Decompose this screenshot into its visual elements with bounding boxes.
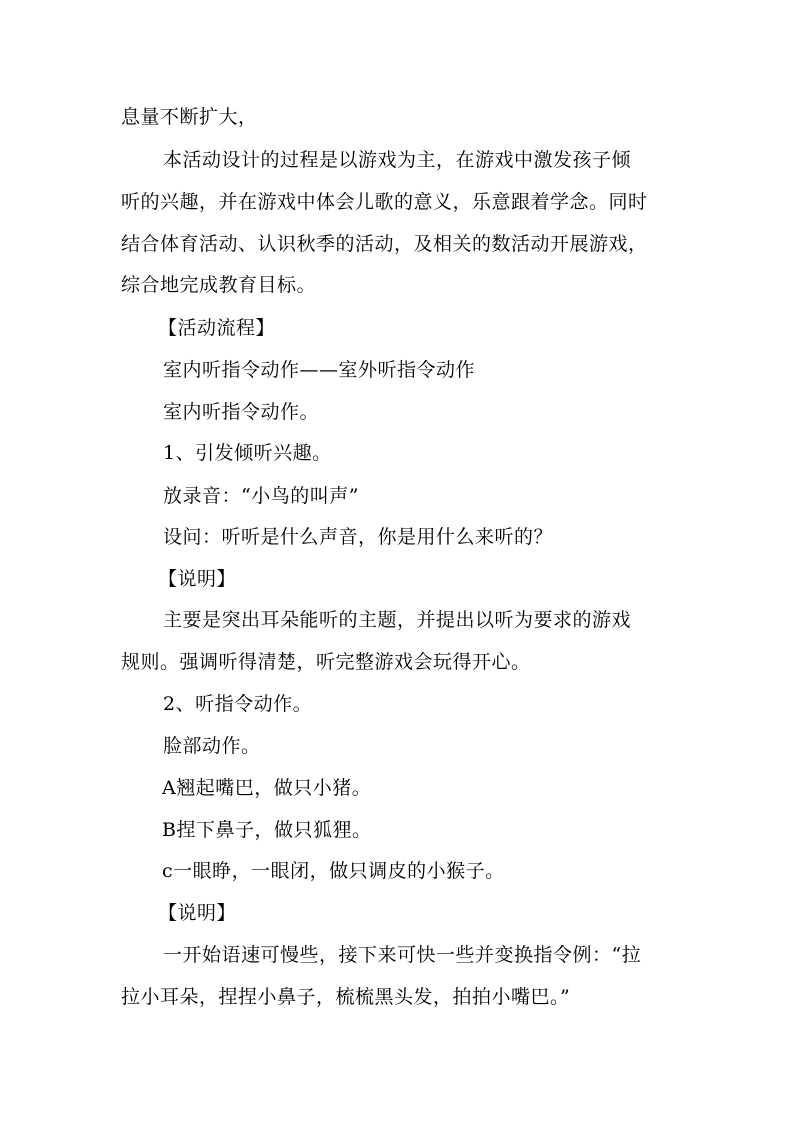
list-item: B捏下鼻子，做只狐狸。 [162,819,372,841]
paragraph-line: 主要是突出耳朵能听的主题，并提出以听为要求的游戏 [163,609,632,631]
paragraph-line: 一开始语速可慢些，接下来可快一些并变换指令例：“拉 [163,944,642,966]
section-heading: 【说明】 [158,568,237,590]
list-item: c一眼睁，一眼闭，做只调皮的小猴子。 [162,860,505,882]
paragraph-line: 室内听指令动作——室外听指令动作 [163,359,476,381]
paragraph-line: 室内听指令动作。 [163,401,320,423]
paragraph-line: 规则。强调听得清楚，听完整游戏会玩得开心。 [121,651,531,673]
paragraph-line: 听的兴趣，并在游戏中体会儿歌的意义，乐意跟着学念。同时 [121,191,648,213]
paragraph-line: 综合地完成教育目标。 [121,274,317,296]
paragraph-line: 设问：听听是什么声音，你是用什么来听的？ [163,526,554,548]
paragraph-line: 放录音：“小鸟的叫声” [163,485,359,507]
list-item: 2、听指令动作。 [163,693,313,715]
list-item: A翘起嘴巴，做只小猪。 [162,777,372,799]
paragraph-line: 结合体育活动、认识秋季的活动，及相关的数活动开展游戏， [121,233,648,255]
paragraph-line: 息量不断扩大， [121,106,258,128]
section-heading: 【说明】 [158,902,237,924]
paragraph-line: 本活动设计的过程是以游戏为主，在游戏中激发孩子倾 [163,149,632,171]
list-item: 1、引发倾听兴趣。 [163,442,332,464]
section-heading: 【活动流程】 [158,317,276,339]
paragraph-line: 拉小耳朵，捏捏小鼻子，梳梳黑头发，拍拍小嘴巴。” [121,986,571,1008]
paragraph-line: 脸部动作。 [163,735,261,757]
